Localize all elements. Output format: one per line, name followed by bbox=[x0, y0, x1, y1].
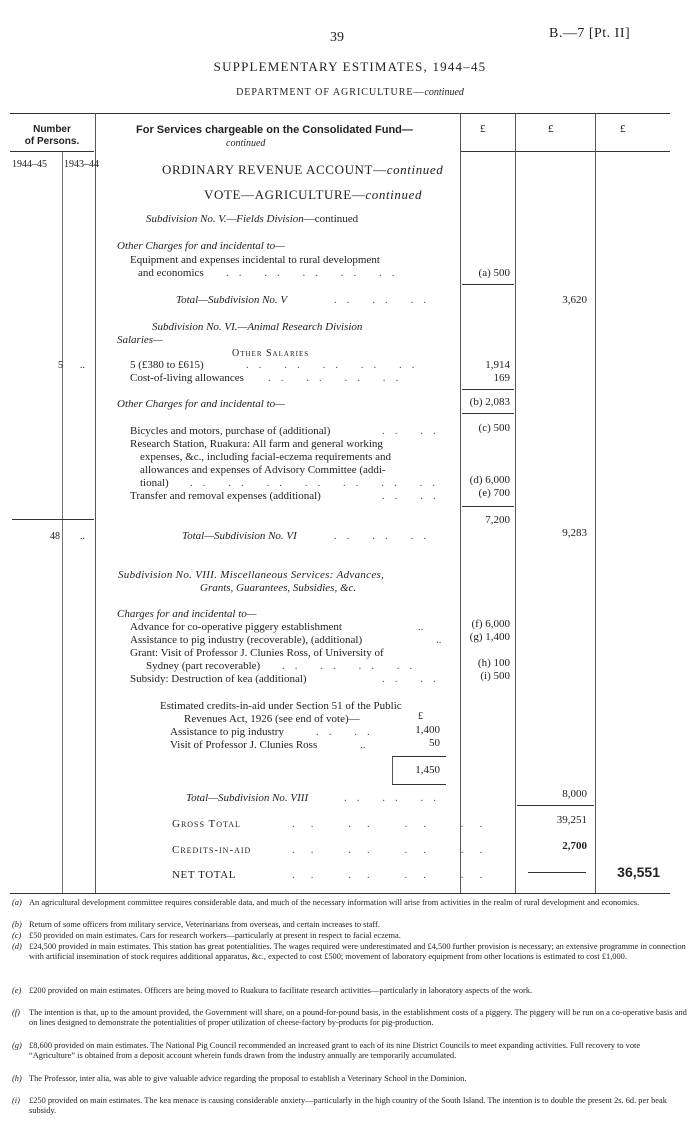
footnote-i bbox=[12, 1096, 688, 1116]
footnote-label: (g) bbox=[12, 1041, 22, 1050]
sub5-total-value: 3,620 bbox=[562, 294, 587, 306]
footnote-label: (h) bbox=[12, 1074, 22, 1083]
leader-dots: .. .. .. .. bbox=[292, 818, 499, 830]
sub8-advance: Advance for co-operative piggery establishment bbox=[130, 621, 342, 633]
sub6-research-amount: (d) 6,000 bbox=[469, 474, 510, 486]
vote-cont: continued bbox=[365, 187, 423, 202]
services-header: For Services chargeable on the Consolidated Fund— bbox=[136, 124, 413, 136]
sub8-heading-1: Subdivision No. VIII. Miscellaneous Services: Advances, bbox=[118, 569, 385, 581]
leader-dots: .. .. .. .. bbox=[292, 844, 499, 856]
footnote-label: (c) bbox=[12, 931, 22, 940]
sub5-total-label: Total—Subdivision No. V bbox=[176, 294, 288, 306]
net-total-label: NET TOTAL bbox=[172, 869, 237, 881]
leader-dots: .. .. .. bbox=[344, 792, 446, 804]
leader-dots: .. .. .. .. .. bbox=[226, 267, 405, 279]
sub8-credits-rule-top bbox=[392, 756, 446, 757]
department-subtitle bbox=[0, 87, 700, 98]
col-divider-2 bbox=[515, 113, 516, 893]
leader-dots: .. .. bbox=[382, 673, 446, 685]
sub6-col-amount: 169 bbox=[493, 372, 510, 384]
sub8-credit-amount-1: 1,400 bbox=[415, 724, 440, 736]
leader-dots: .. .. .. .. bbox=[282, 660, 423, 672]
sub6-bicycles: Bicycles and motors, purchase of (additional) bbox=[130, 425, 331, 437]
sub8-credits-currency: £ bbox=[418, 711, 423, 722]
sub6-rule-1 bbox=[462, 389, 514, 390]
sub6-total-label: Total—Subdivision No. VI bbox=[182, 530, 297, 542]
sub5-heading-cont: —continued bbox=[303, 213, 359, 225]
subtitle-cont: continued bbox=[424, 87, 464, 98]
sub8-grant-amount: (h) 100 bbox=[477, 657, 510, 669]
footnote-text: £8,600 provided on main estimates. The National Pig Council recommended an increased grant to each of its nine District Councils to meet expanding activities. Full recovery to vote “Agriculture” is obtained from a deposit account wherein funds drawn from the industry annually are temporarily accumulated. bbox=[29, 1041, 641, 1060]
sub8-total-value: 8,000 bbox=[562, 788, 587, 800]
sub6-salary-line: 5 (£380 to £615) bbox=[130, 359, 204, 371]
sub8-pig: Assistance to pig industry (recoverable), (additional) bbox=[130, 634, 363, 646]
sub6-research-4: tional) bbox=[140, 477, 169, 489]
footnote-text: £250 provided on main estimates. The kea menace is causing considerable anxiety—particularly in the high country of the South Island. The intention is to double the present 2s. 6d. per beak subsidy. bbox=[29, 1096, 667, 1115]
footnote-text: The intention is that, up to the amount provided, the Government will share, on a pound-for-pound basis, in the establishment costs of a piggery. The piggery will be run on a co-operative basis and on lines designed to demonstrate the potentialities of proper utilization of cheese-factory by-products for pig-production. bbox=[29, 1008, 687, 1027]
footnote-label: (b) bbox=[12, 920, 22, 929]
footnote-e bbox=[12, 986, 688, 996]
sub6-other-salaries: Other Salaries bbox=[232, 348, 310, 359]
leader-dots: .. .. .. .. .. bbox=[246, 359, 425, 371]
sub6-col-line: Cost-of-living allowances bbox=[130, 372, 244, 384]
sub6-research-1: Research Station, Ruakura: All farm and general working bbox=[130, 438, 383, 450]
sub6-heading: Subdivision No. VI.—Animal Research Division bbox=[152, 321, 363, 333]
subtitle-main: DEPARTMENT OF AGRICULTURE— bbox=[236, 87, 425, 98]
page-number: 39 bbox=[330, 30, 344, 45]
gross-total-value: 39,251 bbox=[556, 814, 587, 826]
footnote-h bbox=[12, 1074, 688, 1084]
col-divider-3 bbox=[595, 113, 596, 893]
account-cont: continued bbox=[386, 162, 444, 177]
sub6-other-charges: Other Charges for and incidental to— bbox=[117, 398, 285, 410]
col-divider-persons bbox=[95, 113, 96, 893]
sub8-total-rule bbox=[517, 805, 594, 806]
sub5-rule bbox=[462, 284, 514, 285]
footnote-g bbox=[12, 1041, 688, 1061]
footnote-b bbox=[12, 920, 688, 930]
footnote-label: (e) bbox=[12, 986, 22, 995]
sub8-total-label: Total—Subdivision No. VIII bbox=[186, 792, 309, 804]
sub6-rule-2 bbox=[462, 413, 514, 414]
footnote-text: £50 provided on main estimates. Cars for research workers—particularly at present in respect to facial eczema. bbox=[29, 931, 401, 940]
table-top-rule bbox=[10, 113, 670, 114]
col-divider-1 bbox=[460, 113, 461, 893]
sub8-credit-item-2: Visit of Professor J. Clunies Ross bbox=[170, 739, 318, 751]
sub6-total-persons-prev: .. bbox=[80, 531, 85, 542]
table-bottom-rule bbox=[10, 893, 670, 894]
sub6-salary-persons-prev: .. bbox=[80, 360, 85, 371]
footnote-label: (d) bbox=[12, 942, 22, 951]
table-header-rule-right bbox=[460, 151, 670, 152]
sub6-salary-amount: 1,914 bbox=[485, 359, 510, 371]
leader-dots: .. bbox=[436, 634, 442, 646]
sub5-item-line-2: and economics bbox=[138, 267, 204, 279]
sub8-grant-1: Grant: Visit of Professor J. Clunies Ross, of University of bbox=[130, 647, 384, 659]
leader-dots: .. .. bbox=[382, 490, 446, 502]
footnote-a bbox=[12, 898, 688, 908]
footnote-label: (i) bbox=[12, 1096, 20, 1105]
sub8-subsidy: Subsidy: Destruction of kea (additional) bbox=[130, 673, 307, 685]
sub5-heading bbox=[146, 213, 358, 225]
leader-dots: .. .. .. bbox=[334, 530, 436, 542]
leader-dots: .. .. .. bbox=[334, 294, 436, 306]
sub6-bicycles-amount: (c) 500 bbox=[478, 422, 510, 434]
account-main: ORDINARY REVENUE ACCOUNT— bbox=[162, 162, 387, 177]
sub6-persons-rule bbox=[12, 519, 94, 520]
footnote-c bbox=[12, 931, 688, 941]
col2-currency: £ bbox=[548, 123, 554, 135]
col1-currency: £ bbox=[480, 123, 486, 135]
footnote-f bbox=[12, 1008, 688, 1028]
sub6-salaries: Salaries— bbox=[117, 334, 163, 346]
sub8-credit-item-1: Assistance to pig industry bbox=[170, 726, 284, 738]
sub5-heading-italic: Subdivision No. V.—Fields Division bbox=[146, 213, 304, 225]
leader-dots: .. .. bbox=[316, 726, 380, 738]
leader-dots: .. .. .. .. .. .. .. bbox=[190, 477, 445, 489]
gross-total-label: Gross Total bbox=[172, 818, 241, 830]
sub5-item-line-1: Equipment and expenses incidental to rural development bbox=[130, 254, 380, 266]
sub6-research-2: expenses, &c., including facial-eczema requirements and bbox=[140, 451, 392, 463]
sub8-pig-amount: (g) 1,400 bbox=[469, 631, 510, 643]
sub8-credit-amount-2: 50 bbox=[429, 737, 440, 749]
sub5-item-amount: (a) 500 bbox=[478, 267, 510, 279]
vote-main: VOTE—AGRICULTURE— bbox=[204, 187, 366, 202]
net-total-value: 36,551 bbox=[617, 864, 660, 880]
vote-heading bbox=[204, 187, 422, 203]
footnote-text: The Professor, inter alia, was able to give valuable advice regarding the proposal to establish a Veterinary School in the Dominion. bbox=[29, 1074, 467, 1083]
sub8-subsidy-amount: (i) 500 bbox=[480, 670, 510, 682]
sub8-credit-total: 1,450 bbox=[415, 764, 440, 776]
footnote-text: £200 provided on main estimates. Officers are being moved to Ruakura to facilitate research activities—particularly in laboratory aspects of the work. bbox=[29, 986, 533, 995]
footnote-text: Return of some officers from military service, Veterinarians from overseas, and certain increases to staff. bbox=[29, 920, 380, 929]
leader-dots: .. .. .. .. bbox=[292, 869, 499, 881]
sub5-other-charges: Other Charges for and incidental to— bbox=[117, 240, 285, 252]
footnote-d bbox=[12, 942, 688, 962]
sub8-grant-2: Sydney (part recoverable) bbox=[146, 660, 261, 672]
sub6-transfer-amount: (e) 700 bbox=[478, 487, 510, 499]
table-header-rule bbox=[10, 151, 94, 152]
footnote-text: £24,500 provided in main estimates. This station has great potentialities. The wages required were underestimated and £4,500 further provision is necessary; an extensive programme in connection with artificial insemination of stock requires additional apparatus, &c., expected to cost £500; movement of laboratory equipment from other locations is estimated to cost £1,000. bbox=[29, 942, 686, 961]
document-reference: B.—7 [Pt. II] bbox=[549, 26, 631, 41]
sub8-credits-2: Revenues Act, 1926 (see end of vote)— bbox=[184, 713, 360, 725]
account-heading bbox=[162, 162, 443, 178]
footnote-label: (a) bbox=[12, 898, 22, 907]
sub6-total-persons: 48 bbox=[50, 531, 60, 542]
sub6-other-amount: (b) 2,083 bbox=[469, 396, 510, 408]
services-header-cont: continued bbox=[226, 138, 266, 149]
persons-header-1: Number bbox=[33, 124, 71, 135]
credits-in-aid-label: Credits-in-aid bbox=[172, 844, 252, 856]
page-title: SUPPLEMENTARY ESTIMATES, 1944–45 bbox=[213, 59, 487, 74]
year-header-1943: 1943–44 bbox=[64, 159, 99, 170]
year-header-1944: 1944–45 bbox=[12, 159, 47, 170]
sub8-heading-2: Grants, Guarantees, Subsidies, &c. bbox=[200, 582, 357, 594]
sub8-charges: Charges for and incidental to— bbox=[117, 608, 257, 620]
sub6-transfer: Transfer and removal expenses (additional) bbox=[130, 490, 321, 502]
sub6-rule-3 bbox=[462, 506, 514, 507]
net-rule bbox=[528, 872, 586, 873]
persons-header-2: of Persons. bbox=[24, 136, 80, 147]
footnote-text: An agricultural development committee requires considerable data, and much of the necessary information will arise from activities in the realm of rural development and economics. bbox=[29, 898, 640, 907]
footnote-label: (f) bbox=[12, 1008, 20, 1017]
sub6-total-value: 9,283 bbox=[562, 527, 587, 539]
col3-currency: £ bbox=[620, 123, 626, 135]
sub6-salary-persons: 5 bbox=[58, 360, 63, 371]
sub8-credits-1: Estimated credits-in-aid under Section 51 of the Public bbox=[160, 700, 402, 712]
sub8-credits-rule-bottom bbox=[392, 784, 446, 785]
col-divider-years bbox=[62, 152, 63, 893]
leader-dots: .. bbox=[418, 621, 424, 633]
leader-dots: .. bbox=[360, 739, 366, 751]
leader-dots: .. .. .. .. bbox=[268, 372, 409, 384]
leader-dots: .. .. bbox=[382, 425, 446, 437]
credits-in-aid-value: 2,700 bbox=[562, 840, 587, 852]
sub8-advance-amount: (f) 6,000 bbox=[471, 618, 510, 630]
sub6-subtotal: 7,200 bbox=[485, 514, 510, 526]
sub6-research-3: allowances and expenses of Advisory Committee (addi- bbox=[140, 464, 386, 476]
